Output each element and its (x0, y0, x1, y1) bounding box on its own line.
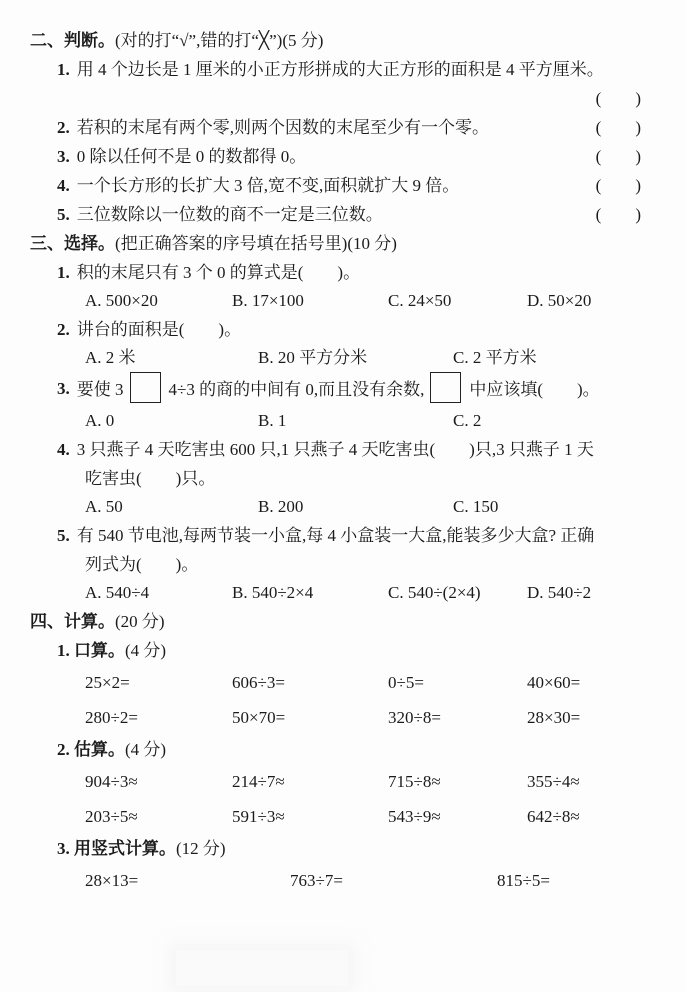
estimate-problem: 591÷3≈ (232, 807, 285, 826)
judgement-title: 二、判断。 (30, 31, 115, 50)
estimate-problem: 355÷4≈ (527, 772, 580, 791)
sub-label: 估算。 (74, 740, 125, 759)
answer-bracket: ( ) (595, 176, 641, 195)
choice-q4-options (85, 493, 641, 521)
sub-number: 3. (57, 839, 70, 858)
sub-number: 2. (57, 740, 70, 759)
item-number: 2. (57, 118, 70, 137)
option-c: C. 2 (453, 411, 482, 430)
option-c: C. 2 平方米 (453, 348, 537, 367)
item-number: 5. (57, 526, 70, 545)
sub-label: 用竖式计算。 (74, 839, 176, 858)
estimate-problem: 642÷8≈ (527, 807, 580, 826)
estimate-problem: 904÷3≈ (85, 772, 138, 791)
judgement-item-5 (30, 200, 641, 229)
blank-box (130, 372, 161, 403)
choice-note: (把正确答案的序号填在括号里)(10 分) (115, 234, 397, 253)
vertical-calc-row (85, 863, 641, 898)
oral-problem: 0÷5= (388, 673, 424, 692)
judgement-item-3 (30, 142, 641, 171)
oral-problem: 40×60= (527, 673, 581, 692)
oral-problem: 28×30= (527, 708, 581, 727)
vertical-problem: 763÷7= (290, 871, 343, 890)
judgement-item-1-answer-line (30, 84, 641, 113)
option-a: A. 2 米 (85, 348, 136, 367)
judgement-item-2 (30, 113, 641, 142)
calculation-title: 四、计算。 (30, 612, 115, 631)
item-number: 1. (57, 60, 70, 79)
choice-title: 三、选择。 (30, 234, 115, 253)
oral-calc-row-2 (85, 700, 641, 735)
item-text: 用 4 个边长是 1 厘米的小正方形拼成的大正方形的面积是 4 平方厘米。 (76, 60, 604, 79)
estimate-problem: 203÷5≈ (85, 807, 138, 826)
option-a: A. 0 (85, 411, 115, 430)
option-a: A. 540÷4 (85, 583, 150, 602)
oral-problem: 606÷3= (232, 673, 285, 692)
option-d: D. 540÷2 (527, 583, 592, 602)
option-c: C. 150 (453, 497, 499, 516)
option-d: D. 50×20 (527, 291, 592, 310)
q3-text-pre: 要使 3 (76, 380, 124, 399)
q3-text-mid: 4÷3 的商的中间有 0,而且没有余数, (168, 380, 425, 399)
choice-q3-options (85, 407, 641, 435)
item-number: 3. (57, 379, 70, 398)
option-a: A. 50 (85, 497, 123, 516)
estimate-problem: 543÷9≈ (388, 807, 441, 826)
item-text (77, 372, 641, 407)
item-number: 3. (57, 147, 70, 166)
blank-box (430, 372, 461, 403)
item-number: 1. (57, 263, 70, 282)
vertical-problem: 815÷5= (497, 871, 550, 890)
answer-bracket: ( ) (595, 205, 641, 224)
oral-problem: 280÷2= (85, 708, 138, 727)
choice-q4-line2: 吃害虫( )只。 (85, 469, 216, 488)
choice-q4 (30, 435, 641, 464)
item-text: 若积的末尾有两个零,则两个因数的末尾至少有一个零。 (76, 118, 489, 137)
option-b: B. 540÷2×4 (232, 583, 314, 602)
oral-problem: 25×2= (85, 673, 130, 692)
option-b: B. 17×100 (232, 291, 304, 310)
sub-label: 口算。 (74, 641, 125, 660)
answer-bracket: ( ) (595, 118, 641, 137)
choice-section-heading (30, 229, 641, 258)
judgement-note: (对的打“√”,错的打“╳”)(5 分) (115, 31, 324, 50)
choice-q2-options (85, 344, 641, 372)
sub-note: (4 分) (125, 740, 167, 759)
item-text: 三位数除以一位数的商不一定是三位数。 (76, 205, 383, 224)
item-number: 4. (57, 176, 70, 195)
choice-q3 (30, 372, 641, 407)
oral-problem: 50×70= (232, 708, 286, 727)
oral-calc-heading (30, 636, 641, 665)
item-number: 2. (57, 320, 70, 339)
estimate-calc-heading (30, 735, 641, 764)
estimate-calc-row-2 (85, 799, 641, 834)
choice-q1 (30, 258, 641, 287)
item-number: 5. (57, 205, 70, 224)
vertical-problem: 28×13= (85, 871, 139, 890)
item-text: 一个长方形的长扩大 3 倍,宽不变,面积就扩大 9 倍。 (76, 176, 460, 195)
choice-q1-options (85, 287, 641, 315)
item-text: 讲台的面积是( )。 (76, 320, 242, 339)
option-c: C. 540÷(2×4) (388, 583, 481, 602)
oral-calc-row-1 (85, 665, 641, 700)
item-text: 0 除以任何不是 0 的数都得 0。 (76, 147, 307, 166)
sub-note: (12 分) (176, 839, 226, 858)
q3-text-post: 中应该填( )。 (469, 380, 600, 399)
judgement-section-heading (30, 26, 641, 55)
estimate-calc-row-1 (85, 764, 641, 799)
sub-number: 1. (57, 641, 70, 660)
judgement-item-1 (30, 55, 641, 84)
option-c: C. 24×50 (388, 291, 452, 310)
vertical-calc-heading (30, 834, 641, 863)
option-b: B. 200 (258, 497, 304, 516)
scan-artifact (176, 950, 348, 986)
choice-q2 (30, 315, 641, 344)
choice-q5 (30, 521, 641, 550)
option-b: B. 1 (258, 411, 287, 430)
oral-problem: 320÷8= (388, 708, 441, 727)
calculation-note: (20 分) (115, 612, 165, 631)
estimate-problem: 715÷8≈ (388, 772, 441, 791)
option-a: A. 500×20 (85, 291, 158, 310)
calculation-section-heading (30, 607, 641, 636)
answer-bracket: ( ) (595, 147, 641, 166)
item-number: 4. (57, 440, 70, 459)
choice-q5-line2: 列式为( )。 (85, 555, 199, 574)
answer-bracket: ( ) (595, 89, 641, 108)
option-b: B. 20 平方分米 (258, 348, 368, 367)
item-text: 积的末尾只有 3 个 0 的算式是( )。 (76, 263, 361, 282)
item-text-line1: 3 只燕子 4 天吃害虫 600 只,1 只燕子 4 天吃害虫( )只,3 只燕子 1 天 (76, 440, 594, 459)
sub-note: (4 分) (125, 641, 167, 660)
judgement-item-4 (30, 171, 641, 200)
estimate-problem: 214÷7≈ (232, 772, 285, 791)
item-text-line1: 有 540 节电池,每两节装一小盒,每 4 小盒装一大盒,能装多少大盒? 正确 (76, 526, 595, 545)
choice-q5-options (85, 579, 641, 607)
